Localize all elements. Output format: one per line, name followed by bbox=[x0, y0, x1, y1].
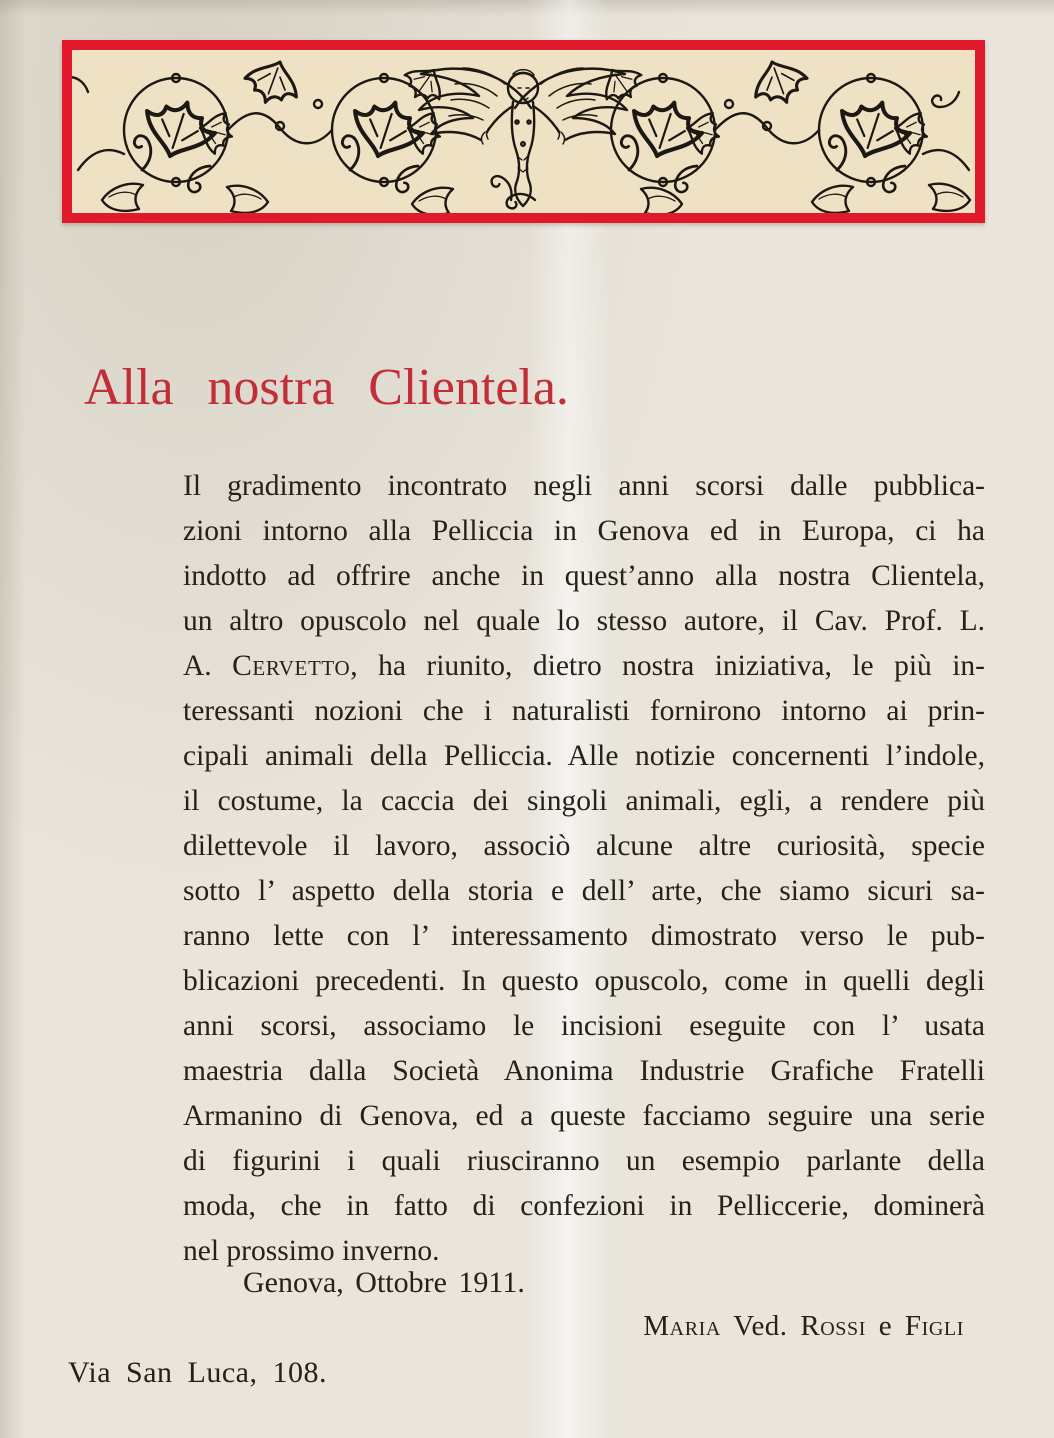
text-run: blicazioni precedenti. In questo opuscolo, come in quelli degli bbox=[183, 965, 985, 997]
small-caps-text: Rossi bbox=[800, 1310, 867, 1342]
text-line bbox=[183, 644, 985, 689]
page-title: Alla nostra Clientela. bbox=[84, 359, 569, 416]
text-run: di figurini i quali riusciranno un esempio parlante della bbox=[183, 1145, 985, 1177]
text-run: Il gradimento incontrato negli anni scorsi dalle pubblica- bbox=[183, 470, 985, 502]
text-run: il costume, la caccia dei singoli animali, egli, a rendere più bbox=[183, 785, 985, 817]
text-line bbox=[183, 599, 985, 644]
small-caps-text: Cervetto bbox=[232, 650, 351, 682]
text-run: un altro opuscolo nel quale lo stesso autore, il Cav. Prof. L. bbox=[183, 605, 985, 637]
text-run: maestria dalla Società Anonima Industrie Grafiche Fratelli bbox=[183, 1055, 985, 1087]
text-run: sotto l’ aspetto della storia e dell’ arte, che siamo sicuri sa- bbox=[183, 875, 985, 907]
text-line bbox=[183, 824, 985, 869]
text-run: moda, che in fatto di confezioni in Pelliccerie, dominerà bbox=[183, 1190, 985, 1222]
text-run: teressanti nozioni che i naturalisti fornirono intorno ai prin- bbox=[183, 695, 985, 727]
text-run: Armanino di Genova, ed a queste facciamo seguire una serie bbox=[183, 1100, 985, 1132]
text-run: A. bbox=[183, 650, 233, 682]
text-line bbox=[183, 689, 985, 734]
text-line bbox=[183, 959, 985, 1004]
small-caps-text: Figli bbox=[904, 1310, 964, 1342]
text-line bbox=[183, 869, 985, 914]
text-line bbox=[183, 914, 985, 959]
small-caps-text: Maria bbox=[643, 1310, 721, 1342]
dateline: Genova, Ottobre 1911. bbox=[243, 1266, 525, 1299]
ornament-panel bbox=[72, 50, 975, 213]
text-line bbox=[183, 1139, 985, 1184]
signature bbox=[643, 1310, 964, 1343]
address: Via San Luca, 108. bbox=[68, 1356, 327, 1389]
text-run: anni scorsi, associamo le incisioni eseguite con l’ usata bbox=[183, 1010, 985, 1042]
text-line bbox=[183, 554, 985, 599]
text-run: indotto ad offrire anche in quest’anno alla nostra Clientela, bbox=[183, 560, 985, 592]
text-line bbox=[183, 734, 985, 779]
text-run: Ved. bbox=[720, 1310, 801, 1342]
cherub-vine-engraving bbox=[72, 50, 975, 213]
text-run: zioni intorno alla Pelliccia in Genova ed in Europa, ci ha bbox=[183, 515, 985, 547]
text-line bbox=[183, 509, 985, 554]
text-line bbox=[183, 1004, 985, 1049]
text-line bbox=[183, 1184, 985, 1229]
text-line bbox=[183, 1049, 985, 1094]
text-line bbox=[183, 779, 985, 824]
text-run: e bbox=[866, 1310, 905, 1342]
text-line bbox=[183, 1094, 985, 1139]
text-run: nel prossimo inverno. bbox=[183, 1235, 440, 1267]
ornament-band bbox=[62, 40, 985, 223]
text-line bbox=[183, 464, 985, 509]
text-run: ranno lette con l’ interessamento dimostrato verso le pub- bbox=[183, 920, 985, 952]
text-run: cipali animali della Pelliccia. Alle notizie concernenti l’indole, bbox=[183, 740, 985, 772]
body-paragraph bbox=[183, 464, 985, 1274]
text-run: dilettevole il lavoro, associò alcune altre curiosità, specie bbox=[183, 830, 985, 862]
text-run: , ha riunito, dietro nostra iniziativa, le più in- bbox=[350, 650, 985, 682]
